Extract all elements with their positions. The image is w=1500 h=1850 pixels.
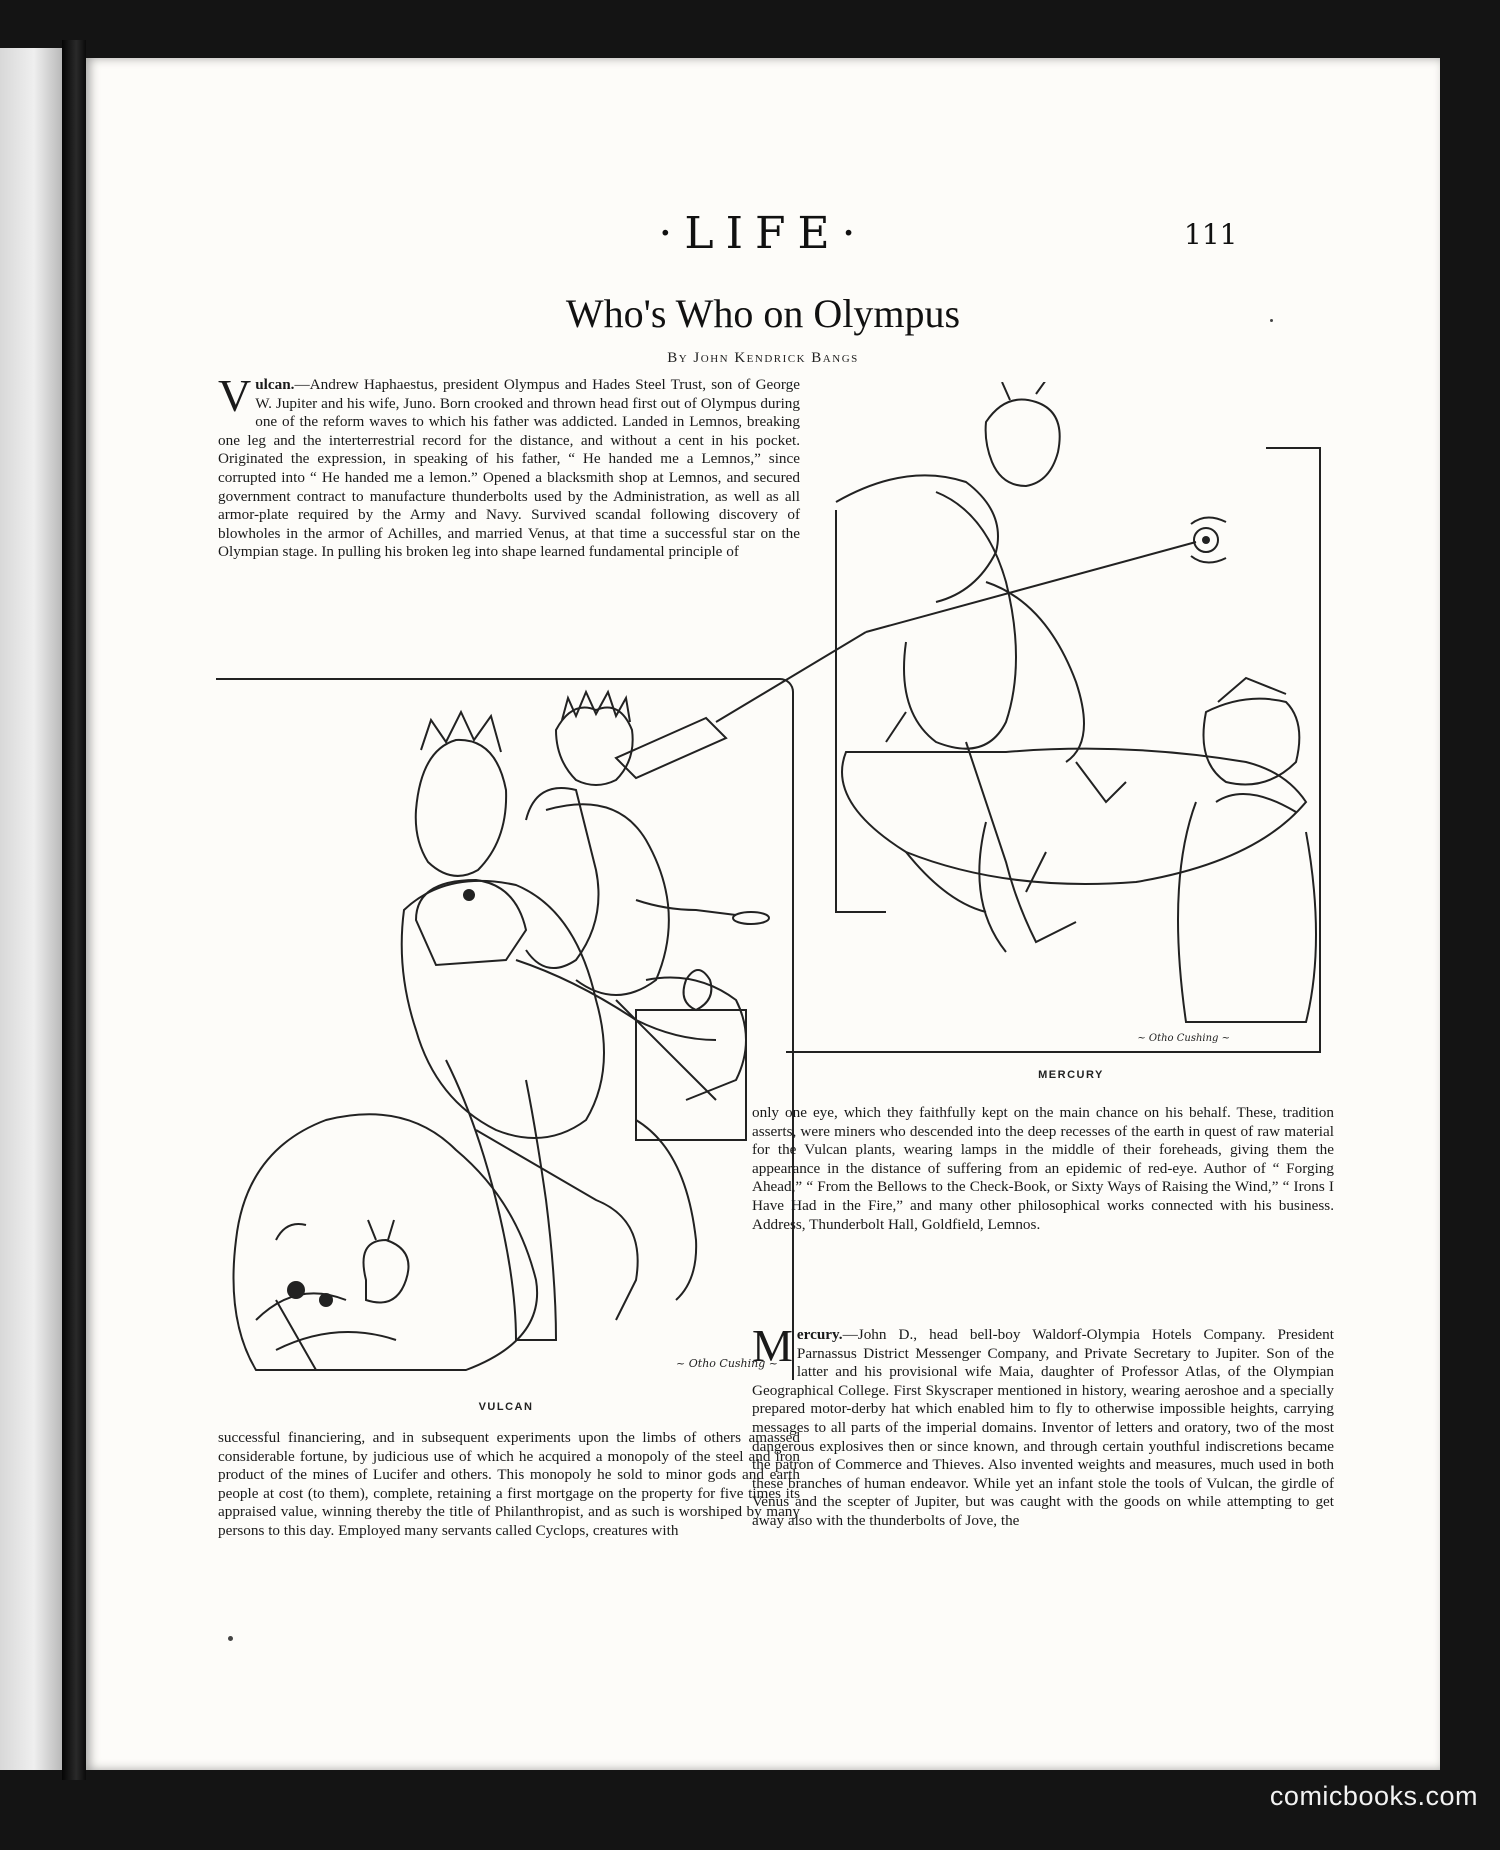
- vulcan-text-bottom: successful financiering, and in subsequent experiments upon the limbs of others amassed considerable fortune, by judicious use of which he acquired a monopoly of the steel and iron product of the mines of Lucifer and others. This monopoly he sold to minor gods and earth people at cost (to them), complete, retaining a first mortgage on the property for five times its appraised value, winning thereby the title of Philanthropist, and as such is worshiped by many persons to this day. Employed many servants called Cyclops, creatures with: [218, 1429, 800, 1539]
- facing-page-edge: [0, 48, 62, 1770]
- entry-heading-vulcan: ulcan.: [255, 376, 295, 393]
- vulcan-entry-bottom: [218, 1429, 800, 1541]
- mercury-text: —John D., head bell-boy Waldorf-Olympia Hotels Company. President Parnassus District Messenger Company, and Private Secretary to Jupiter. Son of the latter and his provisional wife Maia, daughter of Professor Atlas, of the Olympian Geographical College. First Skyscraper mentioned in history, wearing aeroshoe and a specially prepared motor-derby hat which enabled him to fly to otherwise impossible heights, carrying messages to all parts of the imperial domains. Inventor of letters and oratory, two of the most dangerous explosives then or since known, and through certain youthful indiscretions became the patron of Commerce and Thieves. Also invented weights and measures, much used in both these branches of human endeavor. While yet an infant stole the tools of Vulcan, the girdle of Venus and the scepter of Jupiter, but was caught with the goods on while attempting to get away also with the thunderbolts of Jove, the: [752, 1326, 1334, 1529]
- article-title: Who's Who on Olympus: [565, 291, 961, 336]
- ink-speck: [228, 1636, 233, 1641]
- byline: By John Kendrick Bangs: [667, 350, 859, 366]
- vulcan-text-right: only one eye, which they faithfully kept on the main chance on his behalf. These, tradition asserts, were miners who descended into the deep recesses of the earth in quest of raw material for the Vulcan plants, wearing lamps in the middle of their foreheads, giving them the appearance in the distance of suffering from an epidemic of red-eye. Author of “ Forging Ahead,” “ From the Bellows to the Check-Book, or Sixty Ways of Raising the Wind,” “ Irons I Have Had in the Fire,” and many other philosophical works connected with his business. Address, Thunderbolt Hall, Goldfield, Lemnos.: [752, 1104, 1334, 1233]
- vulcan-caption: VULCAN: [478, 1401, 534, 1413]
- watermark: comicbooks.com: [1269, 1781, 1478, 1811]
- ink-speck: [1270, 319, 1273, 322]
- magazine-page: [86, 58, 1440, 1770]
- book-gutter: [62, 40, 86, 1780]
- page-number: 111: [1184, 218, 1238, 251]
- vulcan-text-top: —Andrew Haphaestus, president Olympus and Hades Steel Trust, son of George W. Jupiter and his wife, Juno. Born crooked and thrown head first out of Olympus during one of the reform waves to which his father was addicted. Landed in Lemnos, breaking one leg and the interterrestrial record for the distance, and without a cent in his pocket. Originated the expression, in speaking of his father, “ He handed me a Lemnos,” since corrupted into “ He handed me a lemon.” Opened a blacksmith shop at Lemnos, and secured government contract to manufacture thunderbolts used by the Administration, as well as all armor-plate required by the Army and Navy. Survived scandal following discovery of blowholes in the armor of Achilles, and married Venus, at that time a successful star on the Olympian stage. In pulling his broken leg into shape learned fundamental principle of: [218, 376, 800, 561]
- dropcap-m: M: [752, 1320, 793, 1371]
- vulcan-artist-signature: ~ Otho Cushing ~: [676, 1357, 778, 1370]
- mercury-drawing: [606, 382, 1326, 1056]
- masthead: ·LIFE·: [658, 208, 868, 259]
- mercury-artist-signature: ~ Otho Cushing ~: [1137, 1033, 1230, 1044]
- dropcap-v: V: [218, 370, 252, 421]
- mercury-caption: MERCURY: [1038, 1069, 1104, 1081]
- mercury-illustration: [606, 382, 1326, 1056]
- vulcan-entry-right: [752, 1104, 1334, 1234]
- entry-heading-mercury: ercury.: [796, 1326, 843, 1343]
- mercury-entry: [752, 1320, 1334, 1531]
